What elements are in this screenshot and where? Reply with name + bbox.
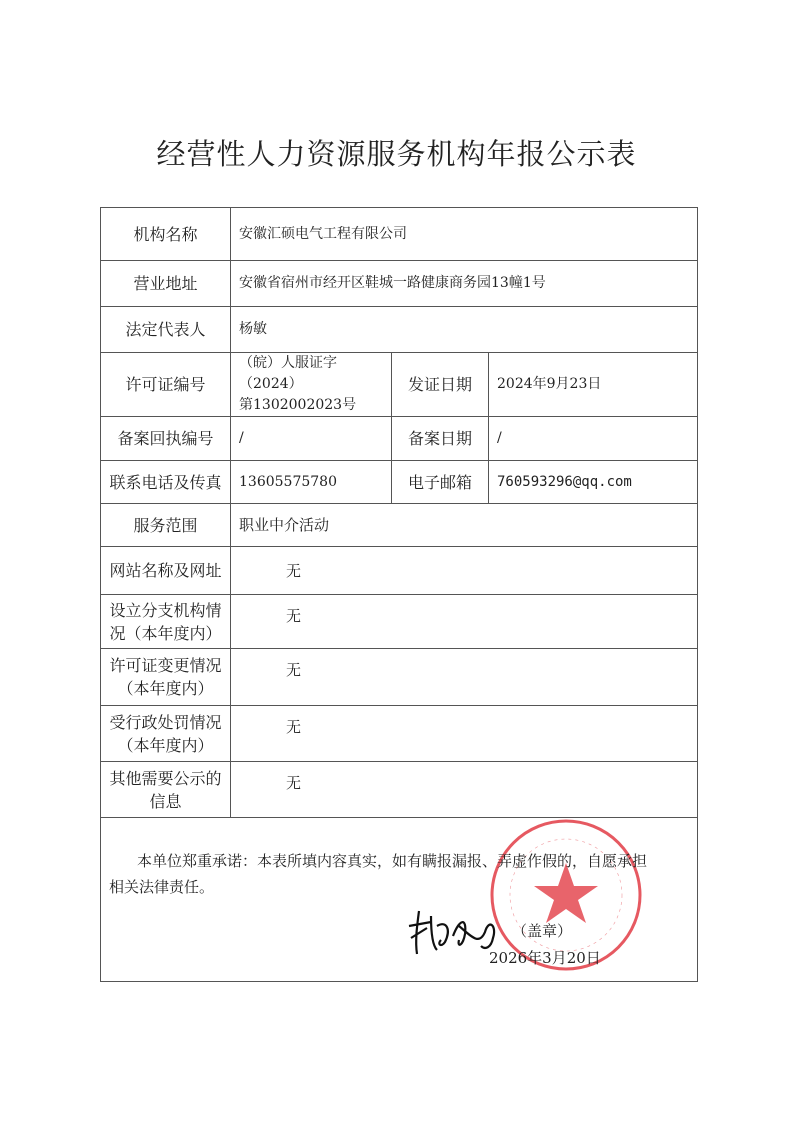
filing-date-value: / <box>489 417 698 461</box>
table-row <box>101 547 698 595</box>
table-row <box>101 649 698 706</box>
promise-row <box>101 818 698 982</box>
row-label <box>101 706 231 762</box>
table-row <box>101 208 698 261</box>
table-row <box>101 261 698 307</box>
table-row <box>101 307 698 353</box>
table-row <box>101 461 698 504</box>
seal-label: （盖章） <box>512 922 573 940</box>
page-title: 经营性人力资源服务机构年报公示表 <box>156 137 637 171</box>
scope-value: 职业中介活动 <box>231 504 698 547</box>
row-label: 备案日期 <box>392 417 489 461</box>
label-line: 其他需要公示的 <box>109 768 222 788</box>
label-line: 受行政处罚情况 <box>109 712 222 732</box>
issue-date-value: 2024年9月23日 <box>489 353 698 417</box>
license-line2: 第1302002023号 <box>239 397 357 413</box>
row-label: 法定代表人 <box>101 307 231 353</box>
row-label: 营业地址 <box>101 261 231 307</box>
label-line: 许可证变更情况 <box>109 656 222 675</box>
table-row <box>101 353 698 417</box>
label-line: （本年度内） <box>117 679 214 698</box>
legal-rep-value: 杨敏 <box>231 307 698 353</box>
penalty-value: 无 <box>231 706 698 762</box>
table-row <box>101 762 698 818</box>
row-label: 备案回执编号 <box>101 417 231 461</box>
row-label: 网站名称及网址 <box>101 547 231 595</box>
table-row <box>101 706 698 762</box>
license-no-value <box>231 353 392 417</box>
org-name-value: 安徽汇硕电气工程有限公司 <box>231 208 698 261</box>
promise-text-2: 相关法律责任。 <box>109 878 215 896</box>
license-line1: （皖）人服证字（2024） <box>239 355 337 392</box>
row-label: 联系电话及传真 <box>101 461 231 504</box>
report-table <box>100 207 698 982</box>
row-label <box>101 649 231 706</box>
label-line: 设立分支机构情 <box>109 600 222 620</box>
row-label: 服务范围 <box>101 504 231 547</box>
sign-date: 2026年3月20日 <box>489 949 601 967</box>
label-line: （本年度内） <box>117 735 214 755</box>
promise-cell <box>101 818 698 982</box>
row-label <box>101 595 231 649</box>
phone-value: 13605575780 <box>231 461 392 504</box>
row-label: 机构名称 <box>101 208 231 261</box>
table-row <box>101 504 698 547</box>
website-value: 无 <box>231 547 698 595</box>
label-line: 信息 <box>149 791 182 811</box>
address-value: 安徽省宿州市经开区鞋城一路健康商务园13幢1号 <box>231 261 698 307</box>
promise-text: 本单位郑重承诺：本表所填内容真实，如有瞒报漏报、弄虚作假的，自愿承担 <box>137 852 648 870</box>
branches-value: 无 <box>231 595 698 649</box>
row-label <box>101 762 231 818</box>
row-label: 发证日期 <box>392 353 489 417</box>
row-label: 许可证编号 <box>101 353 231 417</box>
table-row <box>101 417 698 461</box>
license-change-value: 无 <box>231 649 698 706</box>
filing-no-value: / <box>231 417 392 461</box>
label-line: 况（本年度内） <box>109 623 222 643</box>
other-value: 无 <box>231 762 698 818</box>
row-label: 电子邮箱 <box>392 461 489 504</box>
table-row <box>101 595 698 649</box>
email-value: 760593296@qq.com <box>489 461 698 504</box>
